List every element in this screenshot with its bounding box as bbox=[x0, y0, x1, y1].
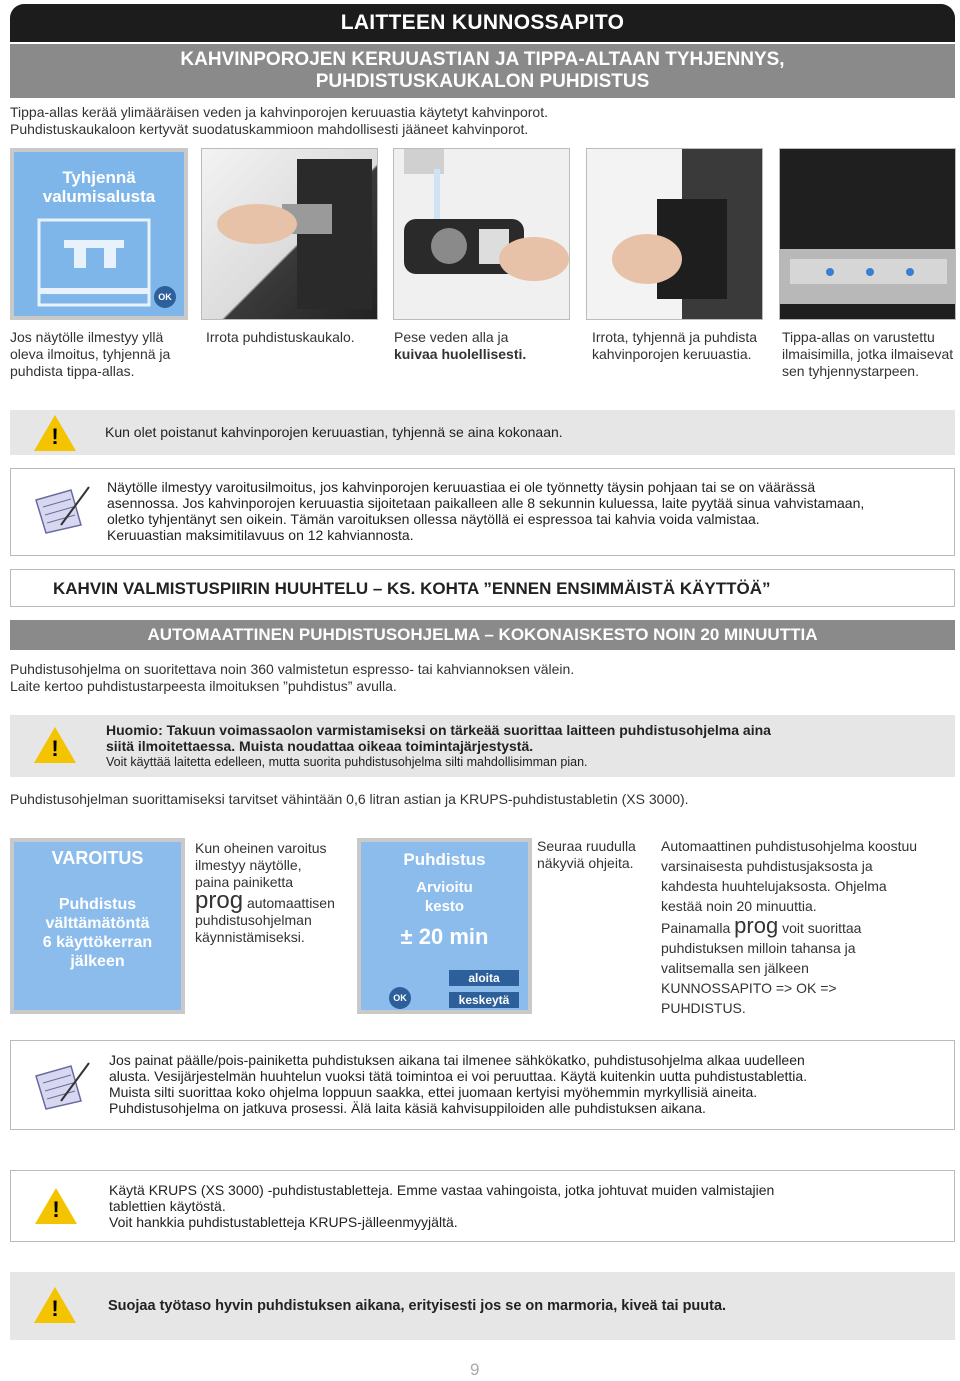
warning-box-4 bbox=[10, 1272, 955, 1340]
step-start-cleaning: Kun oheinen varoitus ilmestyy näytölle, paina painiketta prog automaattisen puhdistusohjelman käynnistämiseksi. bbox=[195, 840, 335, 945]
page-title: LAITTEEN KUNNOSSAPITO bbox=[340, 11, 625, 34]
note-text-2: Jos painat päälle/pois-painiketta puhdistuksen aikana tai ilmenee sähkökatko, puhdistusohjelma alkaa uudelleen alusta. Vesijärjestelmän huuhtelun vuoksi tätä toimintoa ei voi peruuttaa. Käytä kuitenkin uutta puhdistustablettia. Muista silti suorittaa koko ohjelma loppuun saakka, ettei juomaan kertyisi myöhemmin myrkyllisiä aineita. Puhdistusohjelma on jatkuva prosessi. Älä laita käsiä kahvisuppiloiden alle puhdistuksen aikana. bbox=[109, 1052, 808, 1116]
photo-remove-tray bbox=[201, 148, 378, 320]
warning-icon: ! bbox=[34, 415, 76, 453]
page-header bbox=[10, 4, 955, 42]
warning-box-3 bbox=[10, 1170, 955, 1242]
warning-text-4: Suojaa työtaso hyvin puhdistuksen aikana, erityisesti jos se on marmoria, kiveä tai puuta. bbox=[108, 1298, 727, 1314]
page-number: 9 bbox=[470, 1360, 480, 1379]
note-box-2 bbox=[10, 1040, 955, 1130]
warning-icon: ! bbox=[34, 1287, 76, 1325]
photo-wash-tray bbox=[393, 148, 570, 320]
note-text-1: Näytölle ilmestyy varoitusilmoitus, jos kahvinporojen keruuastiaa ei ole työnnetty täysin pohjaan tai se on väärässä asennossa. Jos kahvinporojen keruuastia sijoitetaan paikalleen alle 8 sekunnin kuluessa, laite pyytää sinua vahvistamaan, oletko tyhjentänyt sen oikein. Tämän varoituksen ollessa näytöllä ei espressoa tai kahvia voida valmistaa. Keruuastian maksimitilavuus on 12 kahviannosta. bbox=[107, 479, 865, 543]
warning-text-1: Kun olet poistanut kahvinporojen keruuastian, tyhjennä se aina kokonaan. bbox=[105, 424, 563, 440]
caption-step-5: Tippa-allas on varustettu ilmaisimilla, jotka ilmaisevat sen tyhjennystarpeen. bbox=[782, 329, 954, 379]
warning-icon: ! bbox=[35, 1188, 77, 1226]
display-screen-cleaning: Puhdistus Arvioitu kesto ± 20 min OK aloita keskeytä bbox=[357, 838, 532, 1014]
caption-step-3: Pese veden alla ja kuivaa huolellisesti. bbox=[394, 329, 527, 362]
warning-text-2: Huomio: Takuun voimassaolon varmistamiseksi on tärkeää suorittaa laitteen puhdistusohjelma aina siitä ilmoitettaessa. Muista noudattaa oikeaa toimintajärjestystä. Voit käyttää laitetta edelleen, mutta suorita puhdistusohjelma silti mahdollisimman pian. bbox=[106, 722, 771, 769]
caption-step-4: Irrota, tyhjennä ja puhdista kahvinporojen keruuastia. bbox=[592, 329, 757, 362]
section-title-emptying: KAHVINPOROJEN KERUUASTIAN JA TIPPA-ALTAAN TYHJENNYS, PUHDISTUSKAUKALON PUHDISTUS bbox=[10, 44, 955, 98]
drip-tray-illustration bbox=[780, 149, 956, 320]
prog-button-label: prog bbox=[195, 887, 244, 914]
photo-remove-grounds-container bbox=[586, 148, 763, 320]
section-rinse-title: KAHVIN VALMISTUSPIIRIN HUUHTELU – KS. KOHTA ”ENNEN ENSIMMÄISTÄ KÄYTTÖÄ” bbox=[53, 579, 771, 598]
warning-icon: ! bbox=[34, 727, 76, 765]
warning-box-1 bbox=[10, 410, 955, 455]
ok-icon: OK bbox=[389, 987, 411, 1009]
screen-stop-button: keskeytä bbox=[449, 992, 519, 1008]
display-screen-warning: VAROITUS Puhdistus välttämätöntä 6 käyttökerran jälkeen bbox=[10, 838, 185, 1014]
caption-step-2: Irrota puhdistuskaukalo. bbox=[206, 329, 355, 345]
section-cleaning-title: AUTOMAATTINEN PUHDISTUSOHJELMA – KOKONAISKESTO NOIN 20 MINUUTTIA bbox=[10, 620, 955, 650]
note-box-1 bbox=[10, 468, 955, 556]
step-program-description: Automaattinen puhdistusohjelma koostuu varsinaisesta puhdistusjaksosta ja kahdesta huuhtelujaksosta. Ohjelma kestää noin 20 minuuttia. Painamalla prog voit suorittaa puhdistuksen milloin tahansa ja valitsemalla sen jälkeen KUNNOSSAPITO => OK => PUHDISTUS. bbox=[661, 838, 918, 1016]
display-screen-empty-tray: Tyhjennä valumisalusta OK bbox=[10, 148, 188, 320]
grounds-container-illustration bbox=[587, 149, 763, 320]
intro-text: Tippa-allas kerää ylimääräisen veden ja kahvinporojen keruuastia käytetyt kahvinporot. Puhdistuskaukaloon kertyvät suodatuskammioon mahdollisesti jääneet kahvinporot. bbox=[10, 104, 548, 137]
ok-icon: OK bbox=[154, 286, 176, 308]
step-follow-instructions: Seuraa ruudulla näkyviä ohjeita. bbox=[537, 838, 636, 871]
screen-start-button: aloita bbox=[449, 970, 519, 986]
note-pen-icon bbox=[31, 485, 91, 535]
warning-text-3: Käytä KRUPS (XS 3000) -puhdistustabletteja. Emme vastaa vahingoista, jotka johtuvat muiden valmistajien tablettien käytöstä. Voit hankkia puhdistustabletteja KRUPS-jälleenmyyjältä. bbox=[109, 1182, 775, 1230]
note-pen-icon bbox=[31, 1061, 91, 1111]
requirement-text: Puhdistusohjelman suorittamiseksi tarvitset vähintään 0,6 litran astian ja KRUPS-puhdistustabletin (XS 3000). bbox=[10, 791, 689, 807]
warning-box-2 bbox=[10, 715, 955, 777]
caption-step-1: Jos näytölle ilmestyy yllä oleva ilmoitus, tyhjennä ja puhdista tippa-allas. bbox=[10, 329, 171, 379]
section-rinse bbox=[10, 569, 955, 607]
washing-illustration bbox=[394, 149, 570, 320]
hand-tray-illustration bbox=[202, 149, 378, 320]
photo-drip-tray-indicators bbox=[779, 148, 956, 320]
prog-button-label: prog bbox=[734, 913, 779, 938]
cleaning-intro: Puhdistusohjelma on suoritettava noin 360 valmistetun espresso- tai kahviannoksen välein. Laite kertoo puhdistustarpeesta ilmoituksen ”puhdistus” avulla. bbox=[10, 661, 575, 694]
